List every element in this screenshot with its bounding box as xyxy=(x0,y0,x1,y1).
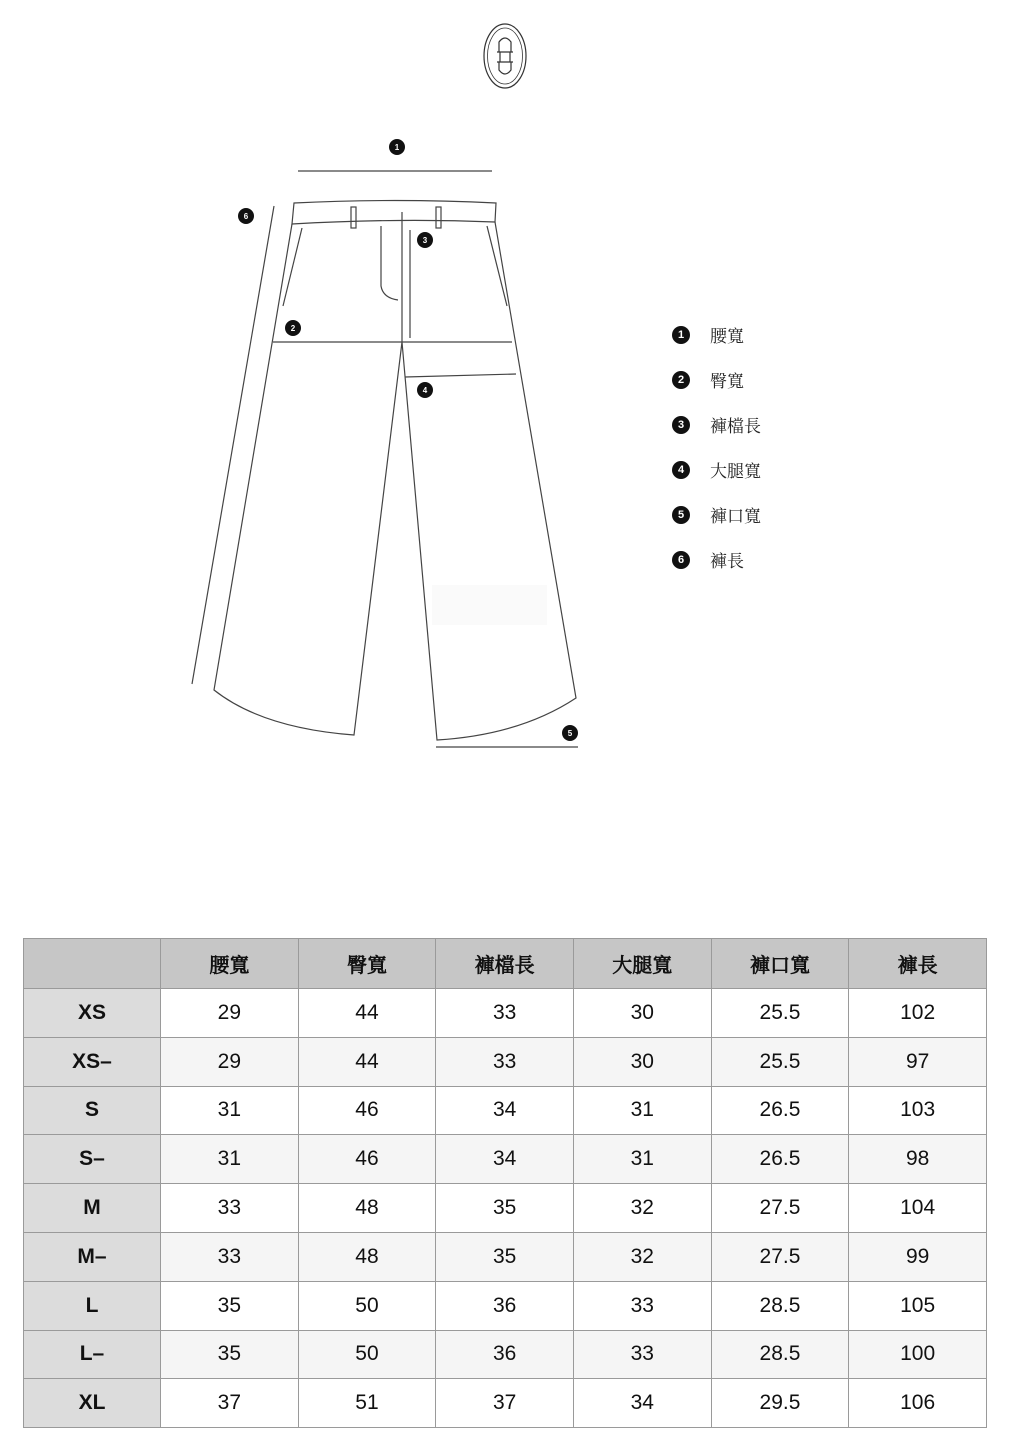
row-size-label: XL xyxy=(24,1379,161,1428)
table-cell: 35 xyxy=(436,1232,574,1281)
table-cell: 34 xyxy=(436,1135,574,1184)
row-size-label: S xyxy=(24,1086,161,1135)
table-cell: 106 xyxy=(849,1379,987,1428)
legend-label: 褲長 xyxy=(710,552,744,572)
table-cell: 34 xyxy=(436,1086,574,1135)
table-cell: 34 xyxy=(573,1379,711,1428)
table-cell: 26.5 xyxy=(711,1086,849,1135)
header-thigh: 大腿寬 xyxy=(573,939,711,989)
legend-label: 大腿寬 xyxy=(710,462,761,482)
table-cell: 103 xyxy=(849,1086,987,1135)
table-cell: 25.5 xyxy=(711,1037,849,1086)
legend-item-thigh xyxy=(672,447,761,492)
row-size-label: M xyxy=(24,1184,161,1233)
table-cell: 46 xyxy=(298,1135,436,1184)
legend-number: 2 xyxy=(672,371,690,389)
table-row xyxy=(24,1379,987,1428)
legend-item-rise xyxy=(672,402,761,447)
row-size-label: S– xyxy=(24,1135,161,1184)
svg-text:6: 6 xyxy=(243,212,249,221)
svg-text:3: 3 xyxy=(422,236,428,245)
table-cell: 33 xyxy=(436,1037,574,1086)
table-cell: 31 xyxy=(573,1135,711,1184)
size-chart-table xyxy=(23,938,987,1428)
table-cell: 35 xyxy=(436,1184,574,1233)
legend-number: 6 xyxy=(672,551,690,569)
table-cell: 33 xyxy=(161,1184,299,1233)
table-cell: 29 xyxy=(161,989,299,1038)
header-corner xyxy=(24,939,161,989)
table-row xyxy=(24,1135,987,1184)
table-cell: 104 xyxy=(849,1184,987,1233)
legend-label: 褲檔長 xyxy=(710,417,761,437)
svg-text:2: 2 xyxy=(290,324,296,333)
table-row xyxy=(24,1086,987,1135)
legend-item-hip xyxy=(672,357,761,402)
legend-label: 腰寬 xyxy=(710,327,744,347)
table-row xyxy=(24,1330,987,1379)
table-cell: 105 xyxy=(849,1281,987,1330)
table-cell: 50 xyxy=(298,1281,436,1330)
legend-item-waist xyxy=(672,312,761,357)
table-cell: 31 xyxy=(161,1086,299,1135)
pants-diagram xyxy=(180,130,600,760)
legend-number: 3 xyxy=(672,416,690,434)
legend-item-length xyxy=(672,537,761,582)
table-cell: 36 xyxy=(436,1281,574,1330)
table-cell: 48 xyxy=(298,1232,436,1281)
legend-number: 1 xyxy=(672,326,690,344)
table-cell: 25.5 xyxy=(711,989,849,1038)
table-cell: 50 xyxy=(298,1330,436,1379)
table-cell: 33 xyxy=(161,1232,299,1281)
header-waist: 腰寬 xyxy=(161,939,299,989)
legend-number: 5 xyxy=(672,506,690,524)
measurement-legend xyxy=(672,312,761,582)
table-cell: 28.5 xyxy=(711,1330,849,1379)
legend-item-hem xyxy=(672,492,761,537)
table-cell: 28.5 xyxy=(711,1281,849,1330)
table-cell: 35 xyxy=(161,1281,299,1330)
row-size-label: L xyxy=(24,1281,161,1330)
table-row xyxy=(24,1281,987,1330)
svg-text:5: 5 xyxy=(567,729,573,738)
table-cell: 31 xyxy=(573,1086,711,1135)
row-size-label: XS xyxy=(24,989,161,1038)
table-cell: 30 xyxy=(573,989,711,1038)
header-rise: 褲檔長 xyxy=(436,939,574,989)
legend-label: 臀寬 xyxy=(710,372,744,392)
table-cell: 26.5 xyxy=(711,1135,849,1184)
row-size-label: L– xyxy=(24,1330,161,1379)
table-header-row xyxy=(24,939,987,989)
table-cell: 102 xyxy=(849,989,987,1038)
header-length: 褲長 xyxy=(849,939,987,989)
table-cell: 29 xyxy=(161,1037,299,1086)
table-cell: 44 xyxy=(298,989,436,1038)
table-cell: 27.5 xyxy=(711,1184,849,1233)
header-hip: 臀寬 xyxy=(298,939,436,989)
svg-text:4: 4 xyxy=(422,386,428,395)
table-row xyxy=(24,1184,987,1233)
table-row xyxy=(24,1232,987,1281)
table-cell: 33 xyxy=(573,1330,711,1379)
table-cell: 30 xyxy=(573,1037,711,1086)
table-cell: 51 xyxy=(298,1379,436,1428)
row-size-label: M– xyxy=(24,1232,161,1281)
table-cell: 48 xyxy=(298,1184,436,1233)
table-cell: 33 xyxy=(573,1281,711,1330)
table-cell: 32 xyxy=(573,1184,711,1233)
table-cell: 29.5 xyxy=(711,1379,849,1428)
legend-number: 4 xyxy=(672,461,690,479)
table-cell: 100 xyxy=(849,1330,987,1379)
table-cell: 37 xyxy=(436,1379,574,1428)
table-row xyxy=(24,989,987,1038)
table-cell: 37 xyxy=(161,1379,299,1428)
brand-logo xyxy=(482,22,528,90)
table-cell: 98 xyxy=(849,1135,987,1184)
table-cell: 35 xyxy=(161,1330,299,1379)
table-cell: 33 xyxy=(436,989,574,1038)
row-size-label: XS– xyxy=(24,1037,161,1086)
header-hem: 褲口寬 xyxy=(711,939,849,989)
table-cell: 36 xyxy=(436,1330,574,1379)
table-cell: 97 xyxy=(849,1037,987,1086)
table-cell: 46 xyxy=(298,1086,436,1135)
table-cell: 44 xyxy=(298,1037,436,1086)
table-cell: 99 xyxy=(849,1232,987,1281)
table-cell: 27.5 xyxy=(711,1232,849,1281)
table-cell: 32 xyxy=(573,1232,711,1281)
table-row xyxy=(24,1037,987,1086)
legend-label: 褲口寬 xyxy=(710,507,761,527)
table-cell: 31 xyxy=(161,1135,299,1184)
svg-text:1: 1 xyxy=(394,143,400,152)
